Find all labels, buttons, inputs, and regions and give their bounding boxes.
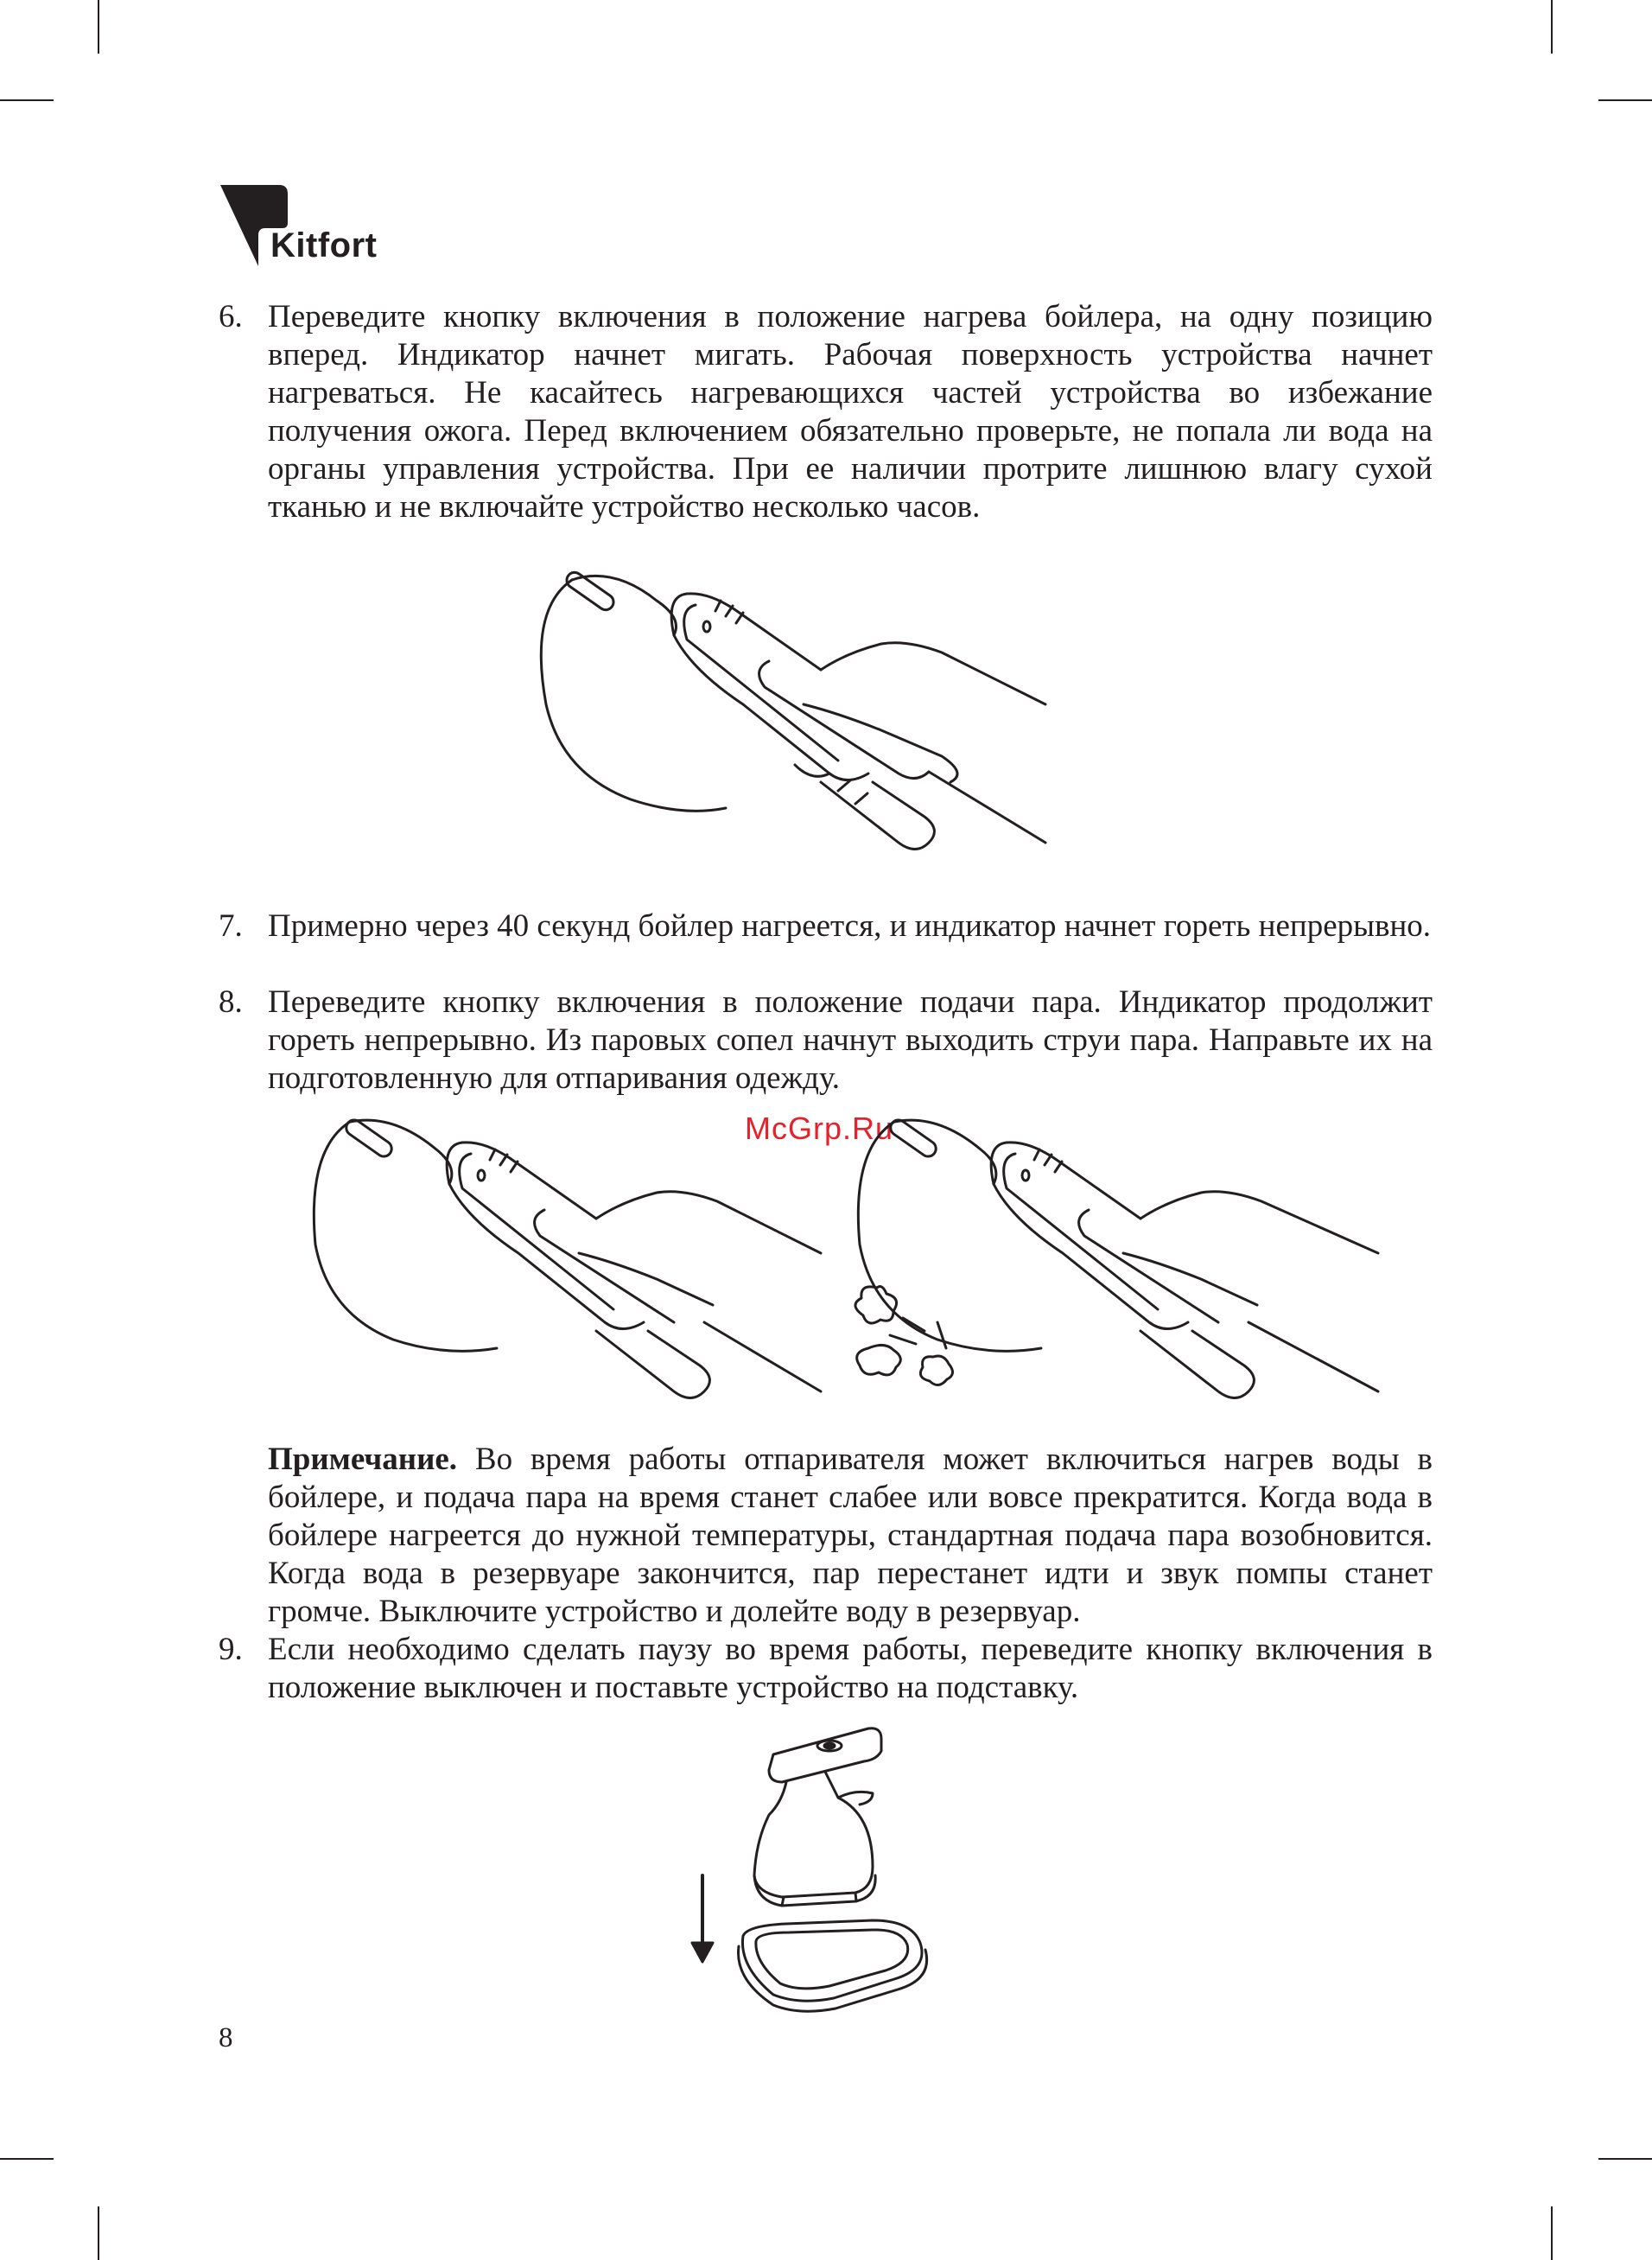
crop-mark — [1598, 99, 1652, 101]
note-paragraph — [268, 1441, 1433, 1631]
instruction-item-7 — [219, 907, 1433, 945]
page-number: 8 — [219, 2022, 233, 2053]
crop-mark — [0, 2158, 54, 2160]
item-text: Если необходимо сделать паузу во время работы, переведите кнопку включения в положение выключен и поставьте устройство на подставку. — [268, 1632, 1433, 1705]
item-number: 6. — [219, 299, 243, 334]
item-text: Примерно через 40 секунд бойлер нагреется, и индикатор начнет гореть непрерывно. — [268, 908, 1432, 944]
crop-mark — [98, 0, 99, 54]
item-number: 7. — [219, 908, 243, 944]
instruction-item-9 — [219, 1631, 1433, 1707]
brand-name: Kitfort — [270, 226, 378, 264]
crop-mark — [98, 2206, 99, 2260]
crop-mark — [1551, 2206, 1553, 2260]
crop-mark — [1598, 2158, 1652, 2160]
watermark: McGrp.Ru — [745, 1111, 894, 1146]
steamer-no-steam-illustration — [307, 1115, 825, 1417]
item-number: 9. — [219, 1632, 243, 1667]
crop-mark — [1551, 0, 1553, 54]
instruction-item-6 — [219, 298, 1433, 526]
note-text: Во время работы отпаривателя может включиться нагрев воды в бойлере, и подача пара на время станет слабее или вовсе прекратится. Когда вода в бойлере нагреется до нужной температуры, стандартная подача пара возобновится. Когда вода в резервуаре закончится, пар перестанет идти и звук помпы станет громче. Выключите устройство и долейте воду в резервуар. — [268, 1442, 1433, 1629]
instruction-item-8 — [219, 984, 1433, 1098]
crop-mark — [0, 99, 54, 101]
note-label: Примечание. — [268, 1442, 458, 1477]
steamer-on-stand-illustration — [687, 1720, 946, 2022]
steamer-with-steam-illustration — [851, 1115, 1387, 1417]
item-number: 8. — [219, 984, 243, 1020]
item-text: Переведите кнопку включения в положение подачи пара. Индикатор продолжит гореть непрерывно. Из паровых сопел начнут выходить струи пара. Направьте их на подготовленную для отпаривания одежду. — [268, 984, 1433, 1096]
steamer-in-hand-illustration — [536, 557, 1054, 869]
item-text: Переведите кнопку включения в положение нагрева бойлера, на одну позицию вперед. Индикатор начнет мигать. Рабочая поверхность устройства начнет нагреваться. Не касайтесь нагревающихся частей устройства во избежание получения ожога. Перед включением обязательно проверьте, не попала ли вода на органы управления устройства. При ее наличии протрите лишнюю влагу сухой тканью и не включайте устройство несколько часов. — [268, 299, 1433, 525]
